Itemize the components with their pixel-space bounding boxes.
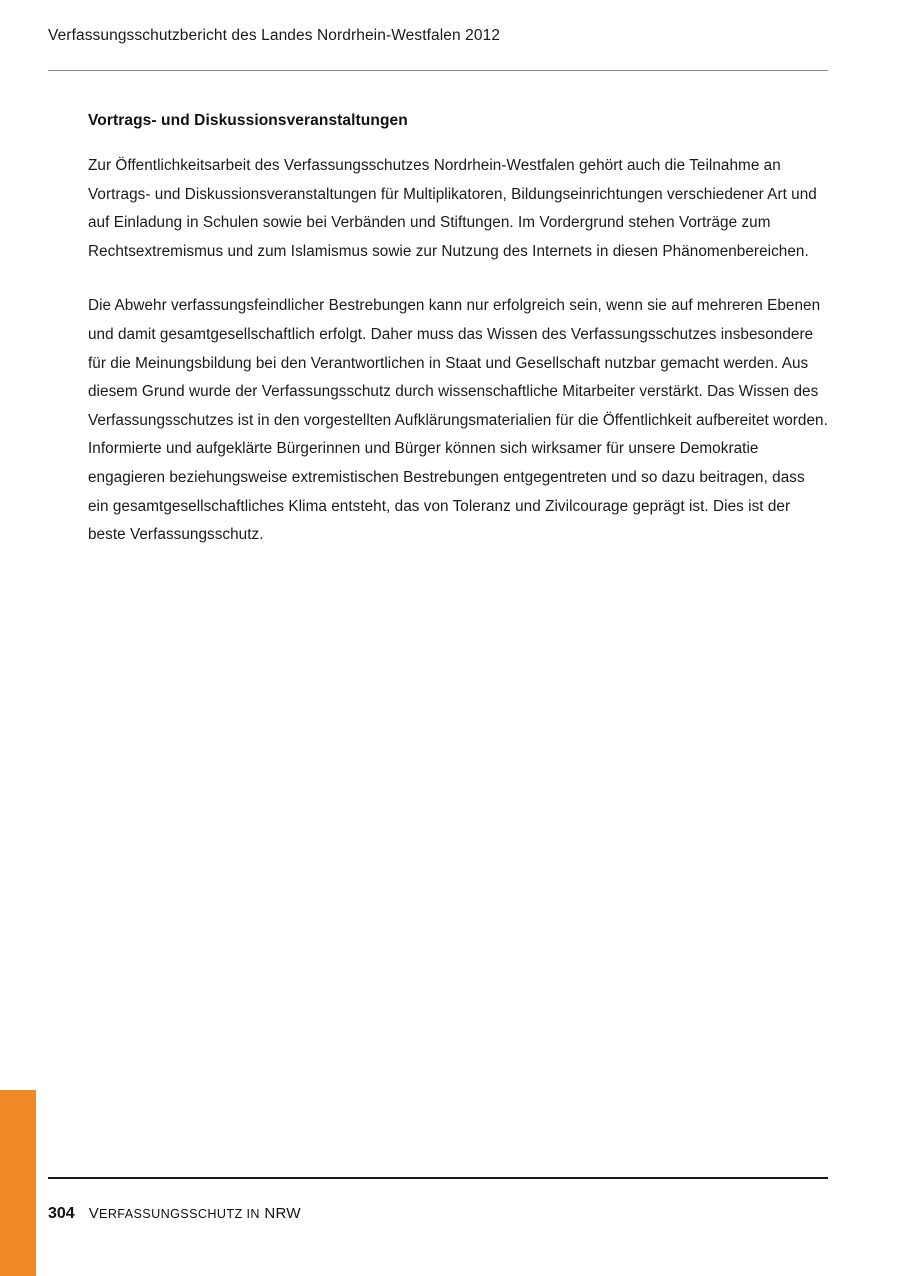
header-title: Verfassungsschutzbericht des Landes Nordrhein-Westfalen 2012 <box>48 27 501 44</box>
footer-label-nrw: NRW <box>264 1205 301 1222</box>
section-heading: Vortrags- und Diskussionsveranstaltungen <box>88 112 408 129</box>
footer-label-word: ERFASSUNGSSCHUTZ <box>99 1207 243 1221</box>
header-divider <box>48 70 828 71</box>
chapter-edge-marker <box>0 1090 36 1276</box>
footer-label-initial: V <box>88 1205 100 1222</box>
page-number: 304 <box>48 1205 75 1222</box>
body-paragraph: Zur Öffentlichkeitsarbeit des Verfassungsschutzes Nordrhein-Westfalen gehört auch die Teilnahme an Vortrags- und Diskussionsveranstaltungen für Multiplikatoren, Bildungseinrichtungen verschiedener Art und auf Einladung in Schulen sowie bei Verbänden und Stiftungen. Im Vordergrund stehen Vorträge zum Rechtsextremismus und zum Islamismus sowie zur Nutzung des Internets in diesen Phänomenbereichen. <box>88 157 817 260</box>
main-content <box>88 112 828 550</box>
body-paragraph: Die Abwehr verfassungsfeindlicher Bestrebungen kann nur erfolgreich sein, wenn sie auf mehreren Ebenen und damit gesamtgesellschaftlich erfolgt. Daher muss das Wissen des Verfassungsschutzes insbesondere für die Meinungsbildung bei den Verantwortlichen in Staat und Gesellschaft nutzbar gemacht werden. Aus diesem Grund wurde der Verfassungsschutz durch wissenschaftliche Mitarbeiter verstärkt. Das Wissen des Verfassungsschutzes ist in den vorgestellten Aufklärungsmaterialien für die Öffentlichkeit aufbereitet worden. Informierte und aufgeklärte Bürgerinnen und Bürger können sich wirksamer für unsere Demokratie engagieren beziehungsweise extremistischen Bestrebungen entgegentreten und so dazu beitragen, dass ein gesamtgesellschaftliches Klima entsteht, das von Toleranz und Zivilcourage geprägt ist. Dies ist der beste Verfassungsschutz. <box>88 297 828 544</box>
page-header <box>48 26 828 46</box>
page-footer <box>48 1205 828 1223</box>
footer-label <box>89 1205 301 1222</box>
footer-label-in: IN <box>246 1207 260 1221</box>
footer-divider <box>48 1177 828 1179</box>
